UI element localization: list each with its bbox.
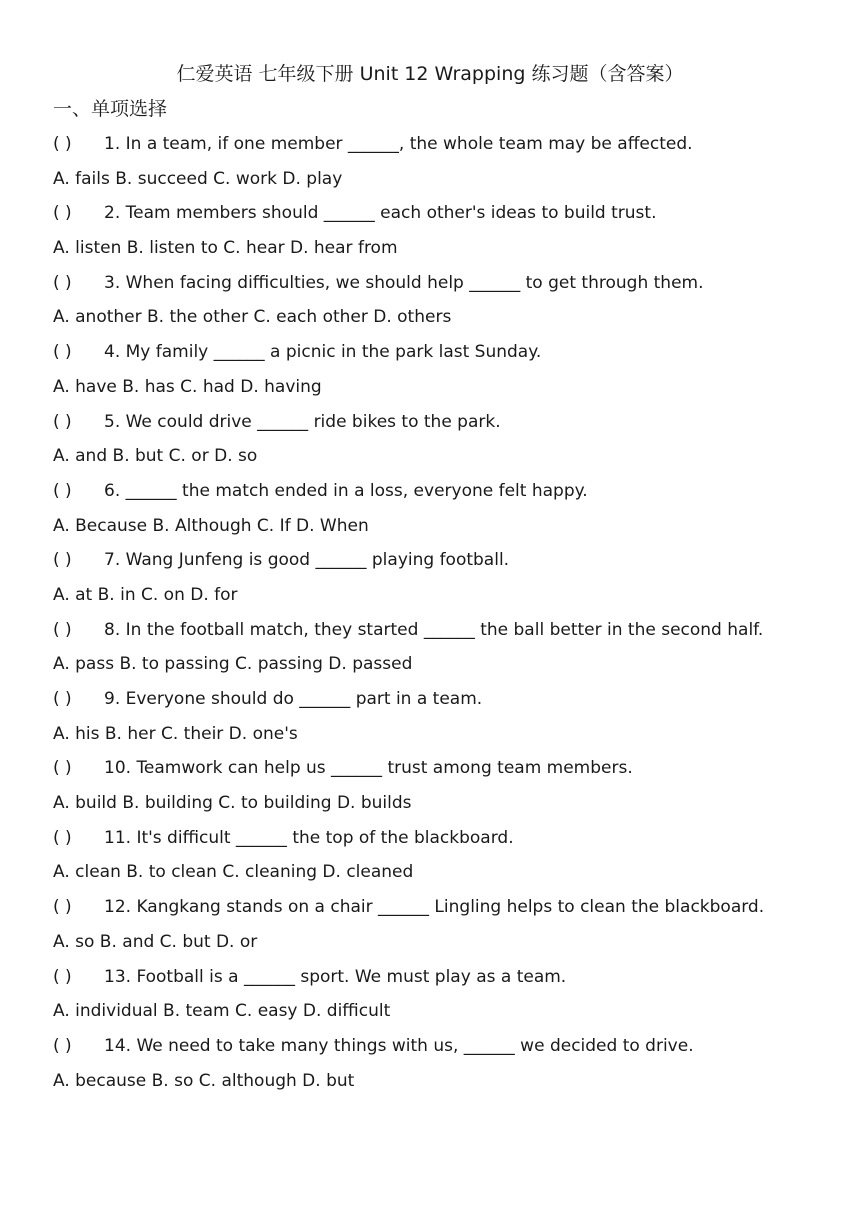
- question-text: 4. My family ______ a picnic in the park last Sunday.: [104, 342, 542, 363]
- question-text: 7. Wang Junfeng is good ______ playing football.: [104, 550, 510, 571]
- question-options: A. so B. and C. but D. or: [53, 931, 258, 952]
- question-text: 14. We need to take many things with us, ______ we decided to drive.: [104, 1035, 694, 1056]
- question-text: 3. When facing difficulties, we should help ______ to get through them.: [104, 272, 704, 293]
- question-stem: [53, 269, 843, 304]
- question-text: 12. Kangkang stands on a chair ______ Lingling helps to clean the blackboard.: [104, 897, 765, 918]
- answer-bracket: ( ): [53, 758, 72, 779]
- question-options: A. fails B. succeed C. work D. play: [53, 168, 343, 189]
- question-stem: [53, 199, 843, 234]
- question-stem: [53, 685, 843, 720]
- question-options: A. clean B. to clean C. cleaning D. cleaned: [53, 862, 414, 883]
- answer-bracket: ( ): [53, 134, 72, 154]
- question-stem: [53, 1032, 843, 1067]
- question-stem: [53, 546, 843, 581]
- question-list: [53, 130, 843, 1101]
- question-text: 5. We could drive ______ ride bikes to the park.: [104, 411, 501, 432]
- answer-bracket: ( ): [53, 272, 72, 293]
- answer-bracket: ( ): [53, 480, 72, 501]
- question-text: 11. It's difficult ______ the top of the blackboard.: [104, 827, 514, 848]
- answer-bracket: ( ): [53, 897, 72, 918]
- question-text: 10. Teamwork can help us ______ trust among team members.: [104, 758, 633, 779]
- question-options: A. pass B. to passing C. passing D. passed: [53, 654, 413, 675]
- answer-bracket: ( ): [53, 550, 72, 571]
- answer-bracket: ( ): [53, 411, 72, 432]
- question-stem: [53, 338, 843, 373]
- question-stem: [53, 824, 843, 859]
- question-stem: [53, 477, 843, 512]
- question-text: 1. In a team, if one member ______, the whole team may be affected.: [104, 134, 693, 154]
- question-text: 9. Everyone should do ______ part in a team.: [104, 689, 483, 709]
- question-options: A. his B. her C. their D. one's: [53, 723, 298, 744]
- question-stem: [53, 963, 843, 998]
- question-text: 6. ______ the match ended in a loss, everyone felt happy.: [104, 480, 588, 501]
- question-options: A. listen B. listen to C. hear D. hear from: [53, 238, 398, 259]
- question-stem: [53, 616, 843, 651]
- answer-bracket: ( ): [53, 827, 72, 848]
- question-text: 13. Football is a ______ sport. We must play as a team.: [104, 966, 567, 987]
- question-options: A. because B. so C. although D. but: [53, 1070, 355, 1091]
- question-stem: [53, 130, 843, 165]
- answer-bracket: ( ): [53, 342, 72, 363]
- question-options: A. another B. the other C. each other D. others: [53, 307, 452, 328]
- question-stem: [53, 893, 843, 928]
- question-options: A. and B. but C. or D. so: [53, 446, 258, 467]
- question-text: 8. In the football match, they started ______ the ball better in the second half.: [104, 619, 764, 640]
- answer-bracket: ( ): [53, 1035, 72, 1056]
- question-text: 2. Team members should ______ each other's ideas to build trust.: [104, 203, 657, 224]
- question-stem: [53, 754, 843, 789]
- question-options: A. Because B. Although C. If D. When: [53, 515, 369, 536]
- answer-bracket: ( ): [53, 689, 72, 709]
- question-options: A. build B. building C. to building D. builds: [53, 793, 412, 814]
- answer-bracket: ( ): [53, 966, 72, 987]
- answer-bracket: ( ): [53, 619, 72, 640]
- answer-bracket: ( ): [53, 203, 72, 224]
- section-heading: 一、单项选择: [53, 98, 168, 120]
- document-title: 仁爱英语 七年级下册 Unit 12 Wrapping 练习题（含答案）: [176, 63, 684, 85]
- question-options: A. at B. in C. on D. for: [53, 584, 238, 605]
- question-options: A. individual B. team C. easy D. difficult: [53, 1001, 391, 1022]
- question-options: A. have B. has C. had D. having: [53, 376, 322, 397]
- question-stem: [53, 408, 843, 443]
